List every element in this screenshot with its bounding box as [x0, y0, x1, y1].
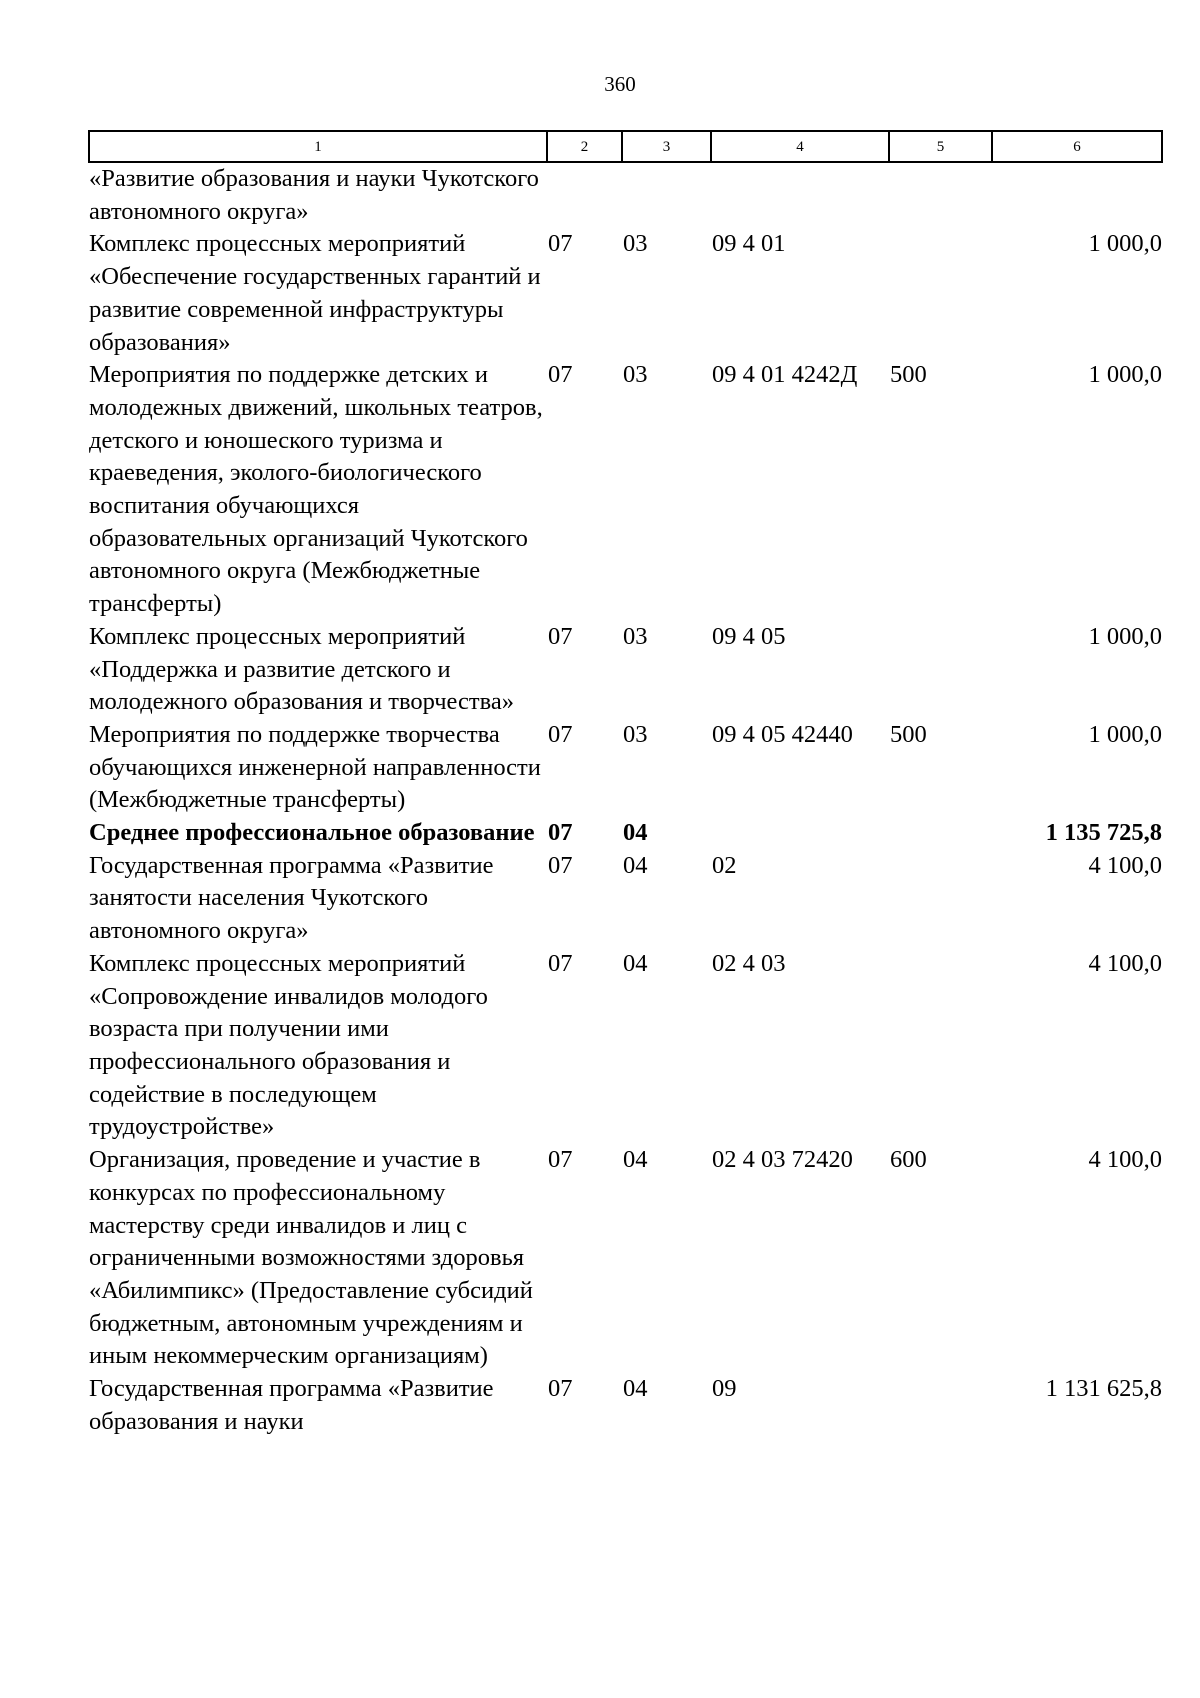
row-subsection [622, 162, 711, 228]
row-target-article: 02 [712, 851, 737, 879]
table-row [89, 162, 1162, 228]
row-section [547, 162, 622, 228]
row-name: Комплекс процессных мероприятий «Обеспечение государственных гарантий и развитие современной инфраструктуры образования» [89, 230, 541, 356]
row-amount: 1 000,0 [1088, 230, 1162, 258]
row-amount: 4 100,0 [1088, 1146, 1162, 1174]
row-section: 07 [548, 230, 573, 258]
row-expense-type [889, 817, 992, 850]
header-col-3: 3 [622, 131, 711, 162]
row-subsection: 04 [623, 1146, 648, 1174]
row-expense-type [889, 162, 992, 228]
row-amount: 1 000,0 [1088, 720, 1162, 748]
table-row [89, 719, 1162, 817]
row-target-article: 09 [712, 1375, 737, 1403]
table-row [89, 359, 1162, 621]
row-subsection: 04 [623, 949, 648, 977]
row-expense-type [889, 1373, 992, 1438]
row-subsection: 03 [623, 622, 648, 650]
row-section: 07 [548, 949, 573, 977]
row-name: «Развитие образования и науки Чукотского автономного округа» [89, 165, 539, 225]
row-subsection: 03 [623, 361, 648, 389]
row-subsection: 04 [623, 1375, 648, 1403]
row-section: 07 [548, 622, 573, 650]
table-row [89, 850, 1162, 948]
row-target-article: 09 4 01 [712, 230, 786, 258]
row-section: 07 [548, 851, 573, 879]
row-section: 07 [548, 1146, 573, 1174]
row-section: 07 [548, 361, 573, 389]
row-name: Среднее профессиональное образование [89, 819, 535, 847]
row-expense-type [889, 228, 992, 359]
table-row [89, 948, 1162, 1144]
row-target-article: 09 4 05 [712, 622, 786, 650]
row-subsection: 04 [623, 851, 648, 879]
row-expense-type [889, 850, 992, 948]
row-expense-type: 500 [890, 720, 927, 748]
table-header [89, 131, 1162, 162]
header-col-5: 5 [889, 131, 992, 162]
row-amount: 4 100,0 [1088, 851, 1162, 879]
budget-table [88, 130, 1163, 1438]
row-name: Комплекс процессных мероприятий «Сопровождение инвалидов молодого возраста при получении ими профессионального образования и содействие в последующем трудоустройстве» [89, 949, 488, 1141]
row-amount: 1 000,0 [1088, 361, 1162, 389]
row-amount: 1 131 625,8 [1045, 1375, 1162, 1403]
row-name: Государственная программа «Развитие образования и науки [89, 1375, 494, 1435]
row-section: 07 [548, 819, 573, 847]
header-col-6: 6 [992, 131, 1162, 162]
row-subsection: 03 [623, 230, 648, 258]
row-expense-type: 500 [890, 361, 927, 389]
row-amount: 1 000,0 [1088, 622, 1162, 650]
row-target-article: 09 4 01 4242Д [712, 361, 858, 389]
row-expense-type [889, 948, 992, 1144]
row-amount: 4 100,0 [1088, 949, 1162, 977]
row-section: 07 [548, 1375, 573, 1403]
table-body [89, 162, 1162, 1438]
header-col-4: 4 [711, 131, 889, 162]
table-row [89, 1144, 1162, 1373]
row-subsection: 04 [623, 819, 648, 847]
page-number: 360 [604, 72, 636, 96]
table-row [89, 621, 1162, 719]
row-target-article: 02 4 03 72420 [712, 1146, 853, 1174]
row-name: Комплекс процессных мероприятий «Поддержка и развитие детского и молодежного образования и творчества» [89, 622, 514, 716]
row-target-article [711, 817, 889, 850]
row-target-article: 02 4 03 [712, 949, 786, 977]
row-amount: 1 135 725,8 [1045, 819, 1162, 847]
row-amount [992, 162, 1162, 228]
row-name: Мероприятия по поддержке творчества обучающихся инженерной направленности (Межбюджетные трансферты) [89, 720, 541, 814]
row-target-article [711, 162, 889, 228]
table-row [89, 1373, 1162, 1438]
row-section: 07 [548, 720, 573, 748]
row-name: Мероприятия по поддержке детских и молодежных движений, школьных театров, детского и юношеского туризма и краеведения, эколого-биологического воспитания обучающихся образовательных организаций Чукотского автономного округа (Межбюджетные трансферты) [89, 361, 543, 618]
row-subsection: 03 [623, 720, 648, 748]
row-name: Государственная программа «Развитие занятости населения Чукотского автономного округа» [89, 851, 494, 945]
row-name: Организация, проведение и участие в конкурсах по профессиональному мастерству среди инвалидов и лиц с ограниченными возможностями здоровья «Абилимпикс» (Предоставление субсидий бюджетным, автономным учреждениям и иным некоммерческим организациям) [89, 1146, 533, 1370]
header-row [89, 131, 1162, 162]
header-col-2: 2 [547, 131, 622, 162]
row-target-article: 09 4 05 42440 [712, 720, 853, 748]
table-row [89, 228, 1162, 359]
row-expense-type: 600 [890, 1146, 927, 1174]
row-expense-type [889, 621, 992, 719]
table-row-section-heading [89, 817, 1162, 850]
header-col-1: 1 [89, 131, 547, 162]
